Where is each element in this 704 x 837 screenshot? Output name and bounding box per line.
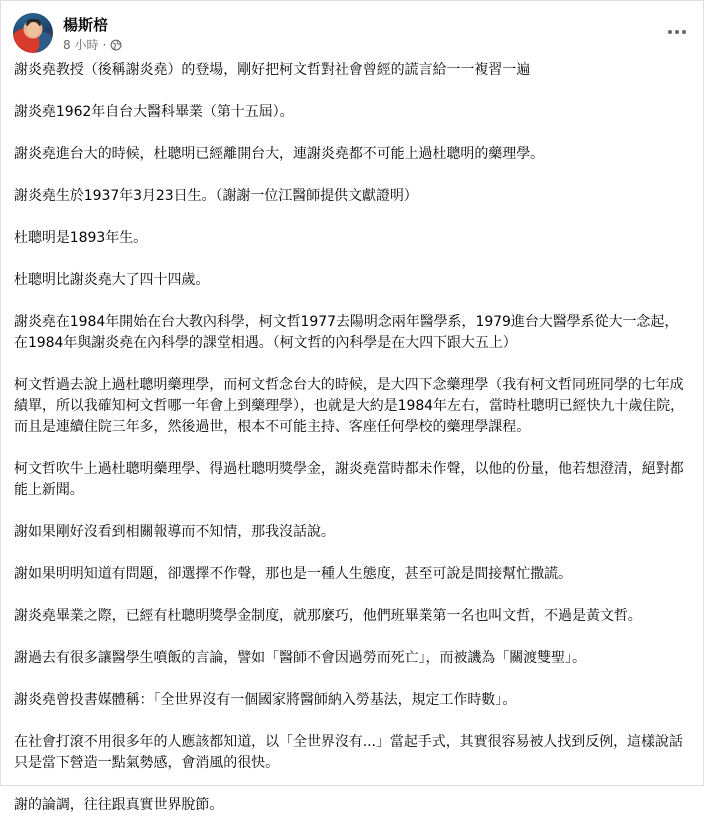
post-paragraph: 謝的論調，往往跟真實世界脫節。 bbox=[14, 797, 224, 813]
post-paragraph: 謝如果明明知道有問題，卻選擇不作聲，那也是一種人生態度，甚至可說是間接幫忙撒謊。 bbox=[14, 566, 572, 582]
post-paragraph: 謝炎堯畢業之際，已經有杜聰明獎學金制度，就那麼巧，他們班畢業第一名也叫文哲，不過是黃文哲。 bbox=[14, 608, 642, 624]
post-paragraph: 杜聰明是1893年生。 bbox=[14, 230, 148, 246]
post-paragraph: 謝炎堯曾投書媒體稱：「全世界沒有一個國家將醫師納入勞基法，規定工作時數」。 bbox=[14, 692, 517, 708]
meta-separator: · bbox=[102, 37, 107, 52]
post-paragraph: 柯文哲吹牛上過杜聰明藥理學、得過杜聰明獎學金，謝炎堯當時都未作聲，以他的份量，他若想澄清，絕對都能上新聞。 bbox=[14, 461, 684, 498]
more-horizontal-icon bbox=[668, 30, 686, 34]
avatar-face bbox=[27, 22, 40, 37]
post-paragraph: 謝過去有很多讓醫學生噴飯的言論，譬如「醫師不會因過勞而死亡」，而被譏為「關渡雙聖」。 bbox=[14, 650, 586, 666]
post-paragraph: 謝炎堯進台大的時候，杜聰明已經離開台大，連謝炎堯都不可能上過杜聰明的藥理學。 bbox=[14, 146, 545, 162]
post-paragraph: 謝炎堯教授（後稱謝炎堯）的登場，剛好把柯文哲對社會曾經的謊言給一一複習一遍 bbox=[14, 62, 531, 78]
post-timestamp[interactable]: 8 小時 bbox=[63, 38, 99, 52]
post-paragraph: 在社會打滾不用很多年的人應該都知道，以「全世界沒有...」當起手式，其實很容易被人找到反例，這樣說話只是當下營造一點氣勢感，會消風的很快。 bbox=[14, 734, 683, 771]
post-paragraph: 杜聰明比謝炎堯大了四十四歲。 bbox=[14, 272, 210, 288]
avatar[interactable] bbox=[13, 13, 53, 53]
post-header bbox=[13, 12, 691, 54]
author-name[interactable]: 楊斯棓 bbox=[63, 16, 109, 34]
post-paragraph: 謝炎堯生於1937年3月23日生。（謝謝一位江醫師提供文獻證明） bbox=[14, 188, 418, 204]
more-options-button[interactable] bbox=[663, 18, 691, 46]
post-paragraph: 謝炎堯在1984年開始在台大教內科學，柯文哲1977去陽明念兩年醫學系，1979進台大醫學系從大一念起，在1984年與謝炎堯在內科學的課堂相遇。（柯文哲的內科學是在大四下跟大五上） bbox=[14, 314, 679, 351]
post-paragraph: 謝如果剛好沒看到相關報導而不知情，那我沒話說。 bbox=[14, 524, 335, 540]
post-meta bbox=[63, 36, 122, 53]
post-paragraph: 柯文哲過去說上過杜聰明藥理學，而柯文哲念台大的時候，是大四下念藥理學（我有柯文哲同班同學的七年成績單，所以我確知柯文哲哪一年會上到藥理學），也就是大約是1984年左右，當時杜聰明已經快九十歲住院，而且是連續住院三年多，然後過世，根本不可能主持、客座任何學校的藥理學課程。 bbox=[14, 377, 685, 435]
globe-icon[interactable] bbox=[110, 39, 122, 51]
post-paragraph: 謝炎堯1962年自台大醫科畢業（第十五屆）。 bbox=[14, 104, 294, 120]
post-body bbox=[14, 60, 690, 837]
